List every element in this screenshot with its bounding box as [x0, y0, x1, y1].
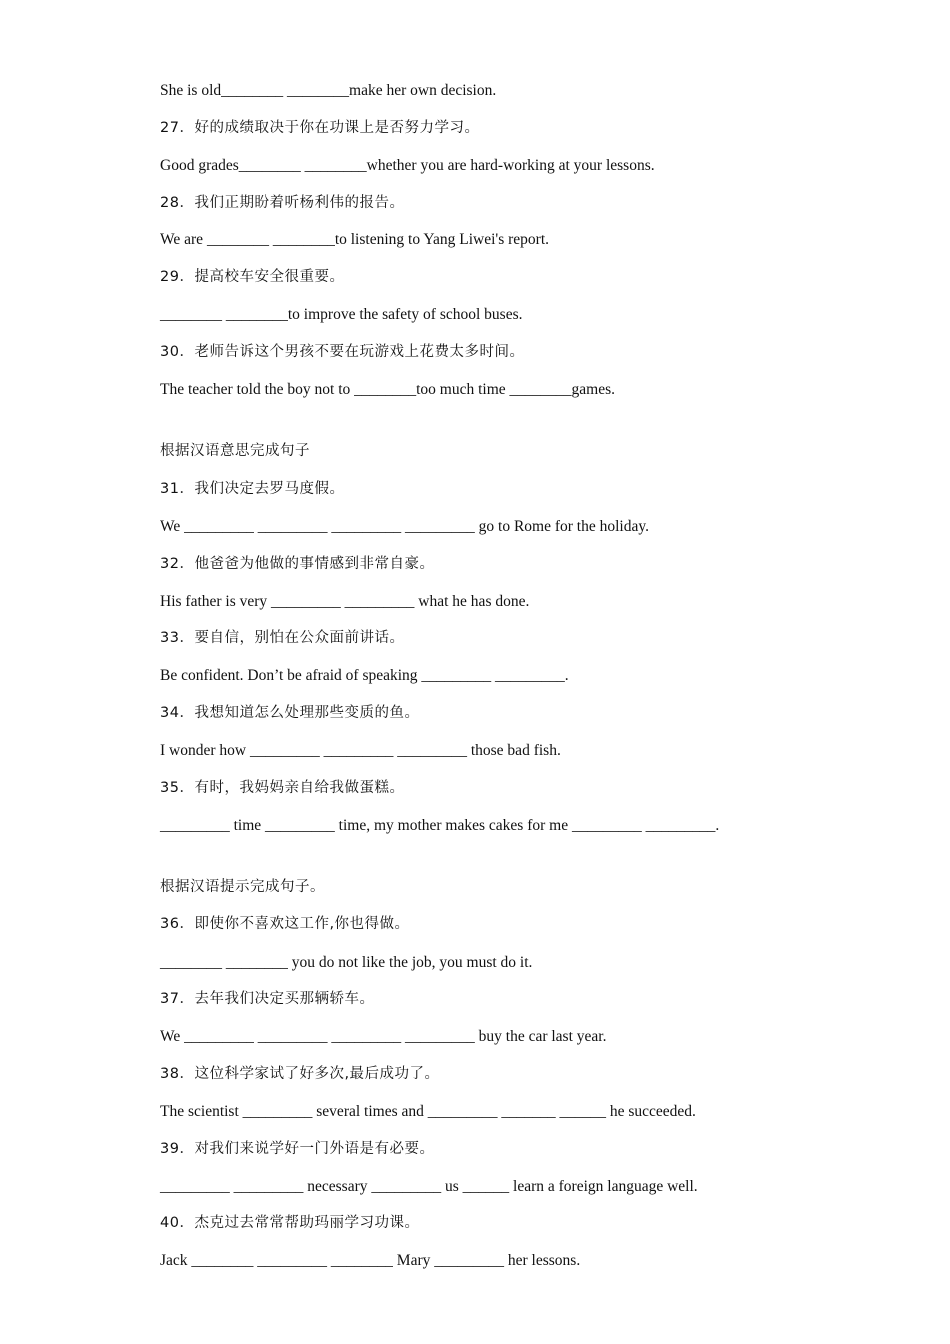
q29-sentence: ________ ________to improve the safety of school buses. [160, 306, 523, 323]
q29-prompt: 29．提高校车安全很重要。 [160, 269, 345, 285]
q30-prompt: 30．老师告诉这个男孩不要在玩游戏上花费太多时间。 [160, 344, 525, 360]
q38-sentence: The scientist _________ several times and _________ _______ ______ he succeeded. [160, 1103, 696, 1120]
q37-sentence: We _________ _________ _________ _________ buy the car last year. [160, 1028, 607, 1045]
q33-prompt: 33．要自信，别怕在公众面前讲话。 [160, 630, 405, 646]
q38-prompt: 38．这位科学家试了好多次,最后成功了。 [160, 1066, 440, 1082]
q28-sentence: We are ________ ________to listening to Yang Liwei's report. [160, 231, 549, 248]
q35-sentence: _________ time _________ time, my mother makes cakes for me _________ _________. [160, 817, 720, 834]
q32-prompt: 32．他爸爸为他做的事情感到非常自豪。 [160, 556, 435, 572]
q33-sentence: Be confident. Don’t be afraid of speaking _________ _________. [160, 667, 569, 684]
q27-prompt: 27．好的成绩取决于你在功课上是否努力学习。 [160, 120, 480, 136]
q26-sentence: She is old________ ________make her own decision. [160, 82, 497, 99]
q37-prompt: 37．去年我们决定买那辆轿车。 [160, 991, 375, 1007]
q39-sentence: _________ _________ necessary _________ us ______ learn a foreign language well. [160, 1178, 698, 1195]
q32-sentence: His father is very _________ _________ what he has done. [160, 593, 530, 610]
q34-prompt: 34．我想知道怎么处理那些变质的鱼。 [160, 705, 420, 721]
q40-prompt: 40．杰克过去常常帮助玛丽学习功课。 [160, 1215, 420, 1231]
q34-sentence: I wonder how _________ _________ _________ those bad fish. [160, 742, 561, 759]
q36-prompt: 36．即使你不喜欢这工作,你也得做。 [160, 916, 410, 932]
q31-sentence: We _________ _________ _________ _________ go to Rome for the holiday. [160, 518, 649, 535]
section-heading-2: 根据汉语提示完成句子。 [160, 879, 325, 895]
q39-prompt: 39．对我们来说学好一门外语是有必要。 [160, 1141, 435, 1157]
q35-prompt: 35．有时，我妈妈亲自给我做蛋糕。 [160, 780, 405, 796]
q40-sentence: Jack ________ _________ ________ Mary _________ her lessons. [160, 1252, 581, 1269]
q28-prompt: 28．我们正期盼着听杨利伟的报告。 [160, 195, 405, 211]
q31-prompt: 31．我们决定去罗马度假。 [160, 481, 345, 497]
q36-sentence: ________ ________ you do not like the job, you must do it. [160, 954, 533, 971]
q30-sentence: The teacher told the boy not to ________too much time ________games. [160, 381, 616, 398]
section-heading-1: 根据汉语意思完成句子 [160, 443, 310, 459]
q27-sentence: Good grades________ ________whether you are hard-working at your lessons. [160, 157, 655, 174]
